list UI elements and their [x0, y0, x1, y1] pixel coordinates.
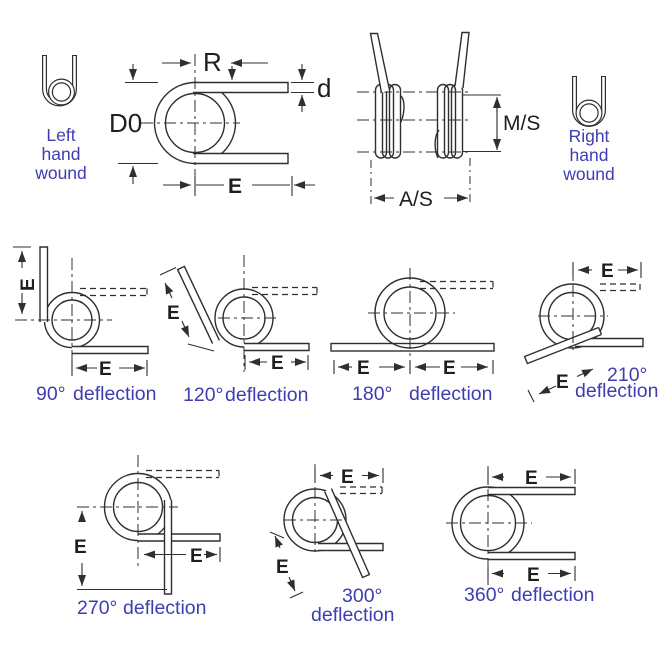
dim-label-e-270-horiz: E — [190, 546, 203, 567]
dim-label-as: A/S — [399, 188, 433, 211]
right-wound-line3: wound — [563, 164, 615, 184]
right-hand-wound-icon — [572, 77, 606, 125]
left-wound-line2: hand — [41, 144, 81, 164]
left-hand-wound-label — [34, 125, 87, 183]
deflection-120-word: deflection — [225, 384, 309, 406]
dim-label-e-120-slant: E — [167, 303, 180, 324]
bottom-leg — [193, 154, 288, 164]
top-leg — [193, 83, 288, 93]
deflection-180-diagram — [331, 268, 494, 405]
side-view-diagram — [357, 33, 540, 212]
dim-label-e-120-horiz: E — [271, 353, 284, 374]
dim-label-e-main: E — [228, 175, 243, 198]
deflection-90-diagram — [13, 247, 156, 405]
deflection-180-angle: 180° — [352, 383, 393, 405]
deflection-270-angle: 270° — [77, 597, 118, 619]
dim-label-e-210-slant: E — [556, 372, 569, 393]
dim-label-r: R — [203, 47, 222, 77]
deflection-360-diagram — [446, 466, 594, 606]
deflection-270-word: deflection — [123, 597, 207, 619]
dim-label-e-210-top: E — [601, 261, 614, 282]
dimension-diagram — [109, 47, 331, 198]
deflection-120-angle: 120° — [183, 384, 224, 406]
deflection-300-diagram — [270, 464, 394, 626]
left-hand-wound-icon — [42, 56, 77, 104]
deflection-360-angle: 360° — [464, 584, 505, 606]
deflection-300-word: deflection — [311, 604, 395, 626]
deflection-180-word: deflection — [409, 383, 493, 405]
dim-label-e-360-bottom: E — [527, 565, 540, 586]
deflection-360-word: deflection — [511, 584, 595, 606]
dim-label-e-180-right: E — [443, 358, 456, 379]
deflection-90-word: deflection — [73, 383, 157, 405]
deflection-300-angle: 300° — [342, 585, 383, 607]
deflection-270-diagram — [74, 455, 220, 619]
dim-label-e-360-top: E — [525, 468, 538, 489]
deflection-210-angle: 210° — [607, 364, 648, 386]
right-wound-line2: hand — [569, 145, 609, 165]
dim-label-d: d — [317, 73, 332, 103]
right-wound-line1: Right — [568, 126, 610, 146]
dim-label-e-180-left: E — [357, 358, 370, 379]
dim-label-e-90-vert: E — [18, 278, 39, 291]
dim-label-e-300-slant: E — [276, 557, 289, 578]
left-wound-line3: wound — [35, 163, 87, 183]
deflection-120-diagram — [160, 255, 317, 406]
dim-label-ms: M/S — [503, 112, 541, 135]
left-wound-line1: Left — [46, 125, 76, 145]
deflection-210-diagram — [525, 261, 659, 402]
dim-label-e-300-top: E — [341, 467, 354, 488]
dim-label-e-270-vert: E — [74, 537, 87, 558]
dim-label-d0: D0 — [109, 108, 143, 138]
deflection-90-angle: 90° — [36, 383, 66, 405]
dim-label-e-90-horiz: E — [99, 359, 112, 380]
right-hand-wound-label — [562, 126, 615, 184]
left-coil-stack — [371, 34, 405, 159]
deflection-210-word: deflection — [575, 380, 659, 402]
